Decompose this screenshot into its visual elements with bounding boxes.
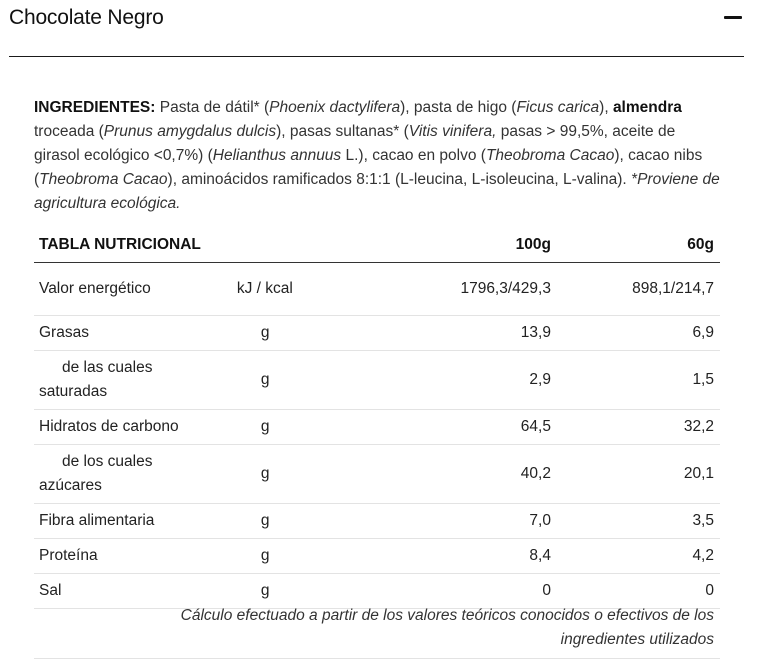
ingredients-segment: L.), cacao en polvo ( bbox=[341, 147, 486, 164]
ingredients-latin-name: Theobroma Cacao bbox=[485, 147, 615, 164]
ingredients-latin-name: Ficus carica bbox=[516, 99, 600, 116]
ingredients-label: INGREDIENTES: bbox=[34, 99, 156, 116]
value-60g: 20,1 bbox=[557, 445, 720, 504]
nutrient-unit: g bbox=[231, 539, 351, 574]
value-100g: 1796,3/429,3 bbox=[351, 263, 557, 316]
nutrient-unit: g bbox=[231, 410, 351, 445]
value-100g: 40,2 bbox=[351, 445, 557, 504]
table-row bbox=[34, 445, 720, 504]
table-row bbox=[34, 351, 720, 410]
ingredients-latin-name: Phoenix dactylifera bbox=[269, 99, 401, 116]
value-60g: 898,1/214,7 bbox=[557, 263, 720, 316]
value-100g: 7,0 bbox=[351, 504, 557, 539]
table-row bbox=[34, 504, 720, 539]
nutrient-unit: g bbox=[231, 504, 351, 539]
table-row bbox=[34, 410, 720, 445]
column-header-100g: 100g bbox=[351, 228, 557, 263]
collapse-minus-icon[interactable] bbox=[722, 6, 744, 30]
table-row bbox=[34, 316, 720, 351]
divider bbox=[34, 658, 720, 659]
ingredients-segment: ), bbox=[599, 99, 613, 116]
ingredients-segment: pasas > 99,5%, aceite de girasol ecológico <0,7%) ( bbox=[34, 123, 676, 164]
nutrient-unit: g bbox=[231, 445, 351, 504]
nutrient-unit: g bbox=[231, 351, 351, 410]
ingredients-segment: troceada ( bbox=[34, 123, 104, 140]
calculation-note-line: ingredientes utilizados bbox=[560, 631, 714, 648]
calculation-note bbox=[34, 604, 714, 652]
accordion-header[interactable] bbox=[9, 0, 744, 57]
nutrient-label: Grasas bbox=[34, 316, 231, 351]
ingredients-latin-name: Prunus amygdalus dulcis bbox=[103, 123, 277, 140]
table-row bbox=[34, 263, 720, 316]
ingredients-segment: ), pasta de higo ( bbox=[400, 99, 517, 116]
ingredients-latin-name: Vitis vinifera, bbox=[408, 123, 497, 140]
nutrient-sublabel: de los cuales bbox=[62, 453, 153, 470]
value-100g: 0 bbox=[351, 574, 557, 609]
column-header-unit bbox=[231, 228, 351, 263]
nutrient-sublabel-cont: saturadas bbox=[39, 383, 108, 400]
ingredients-segment: ), aminoácidos ramificados 8:1:1 (L-leucina, L-isoleucina, L-valina). bbox=[167, 171, 632, 188]
nutrient-label: Fibra alimentaria bbox=[34, 504, 231, 539]
nutrient-unit: kJ / kcal bbox=[231, 263, 351, 316]
value-100g: 64,5 bbox=[351, 410, 557, 445]
column-header-60g: 60g bbox=[557, 228, 720, 263]
column-header-nutrient: TABLA NUTRICIONAL bbox=[34, 228, 231, 263]
value-60g: 32,2 bbox=[557, 410, 720, 445]
nutrition-table-header bbox=[34, 228, 720, 263]
nutrient-label bbox=[34, 351, 231, 410]
nutrient-sublabel-cont: azúcares bbox=[39, 477, 102, 494]
value-60g: 4,2 bbox=[557, 539, 720, 574]
nutrient-label: Hidratos de carbono bbox=[34, 410, 231, 445]
calculation-note-line: Cálculo efectuado a partir de los valores teóricos conocidos o efectivos de los bbox=[180, 607, 714, 624]
ingredients-segment: ), cacao nibs ( bbox=[34, 147, 703, 188]
nutrient-sublabel: de las cuales bbox=[62, 359, 153, 376]
nutrition-table bbox=[34, 228, 720, 609]
nutrient-label: Sal bbox=[34, 574, 231, 609]
nutrient-label bbox=[34, 445, 231, 504]
nutrient-unit: g bbox=[231, 574, 351, 609]
ingredients-latin-name: Helianthus annuus bbox=[212, 147, 342, 164]
value-100g: 2,9 bbox=[351, 351, 557, 410]
value-100g: 8,4 bbox=[351, 539, 557, 574]
value-60g: 3,5 bbox=[557, 504, 720, 539]
organic-footnote: *Proviene de agricultura ecológica. bbox=[34, 171, 720, 212]
value-60g: 0 bbox=[557, 574, 720, 609]
value-100g: 13,9 bbox=[351, 316, 557, 351]
ingredients-text bbox=[34, 96, 724, 216]
allergen-almendra: almendra bbox=[612, 99, 682, 116]
ingredients-segment: Pasta de dátil* ( bbox=[155, 99, 270, 116]
ingredients-latin-name: Theobroma Cacao bbox=[39, 171, 168, 188]
value-60g: 6,9 bbox=[557, 316, 720, 351]
table-row bbox=[34, 539, 720, 574]
nutrient-label: Valor energético bbox=[34, 263, 231, 316]
ingredients-segment: ), pasas sultanas* ( bbox=[276, 123, 409, 140]
nutrient-label: Proteína bbox=[34, 539, 231, 574]
page-title: Chocolate Negro bbox=[9, 6, 164, 29]
nutrient-unit: g bbox=[231, 316, 351, 351]
value-60g: 1,5 bbox=[557, 351, 720, 410]
